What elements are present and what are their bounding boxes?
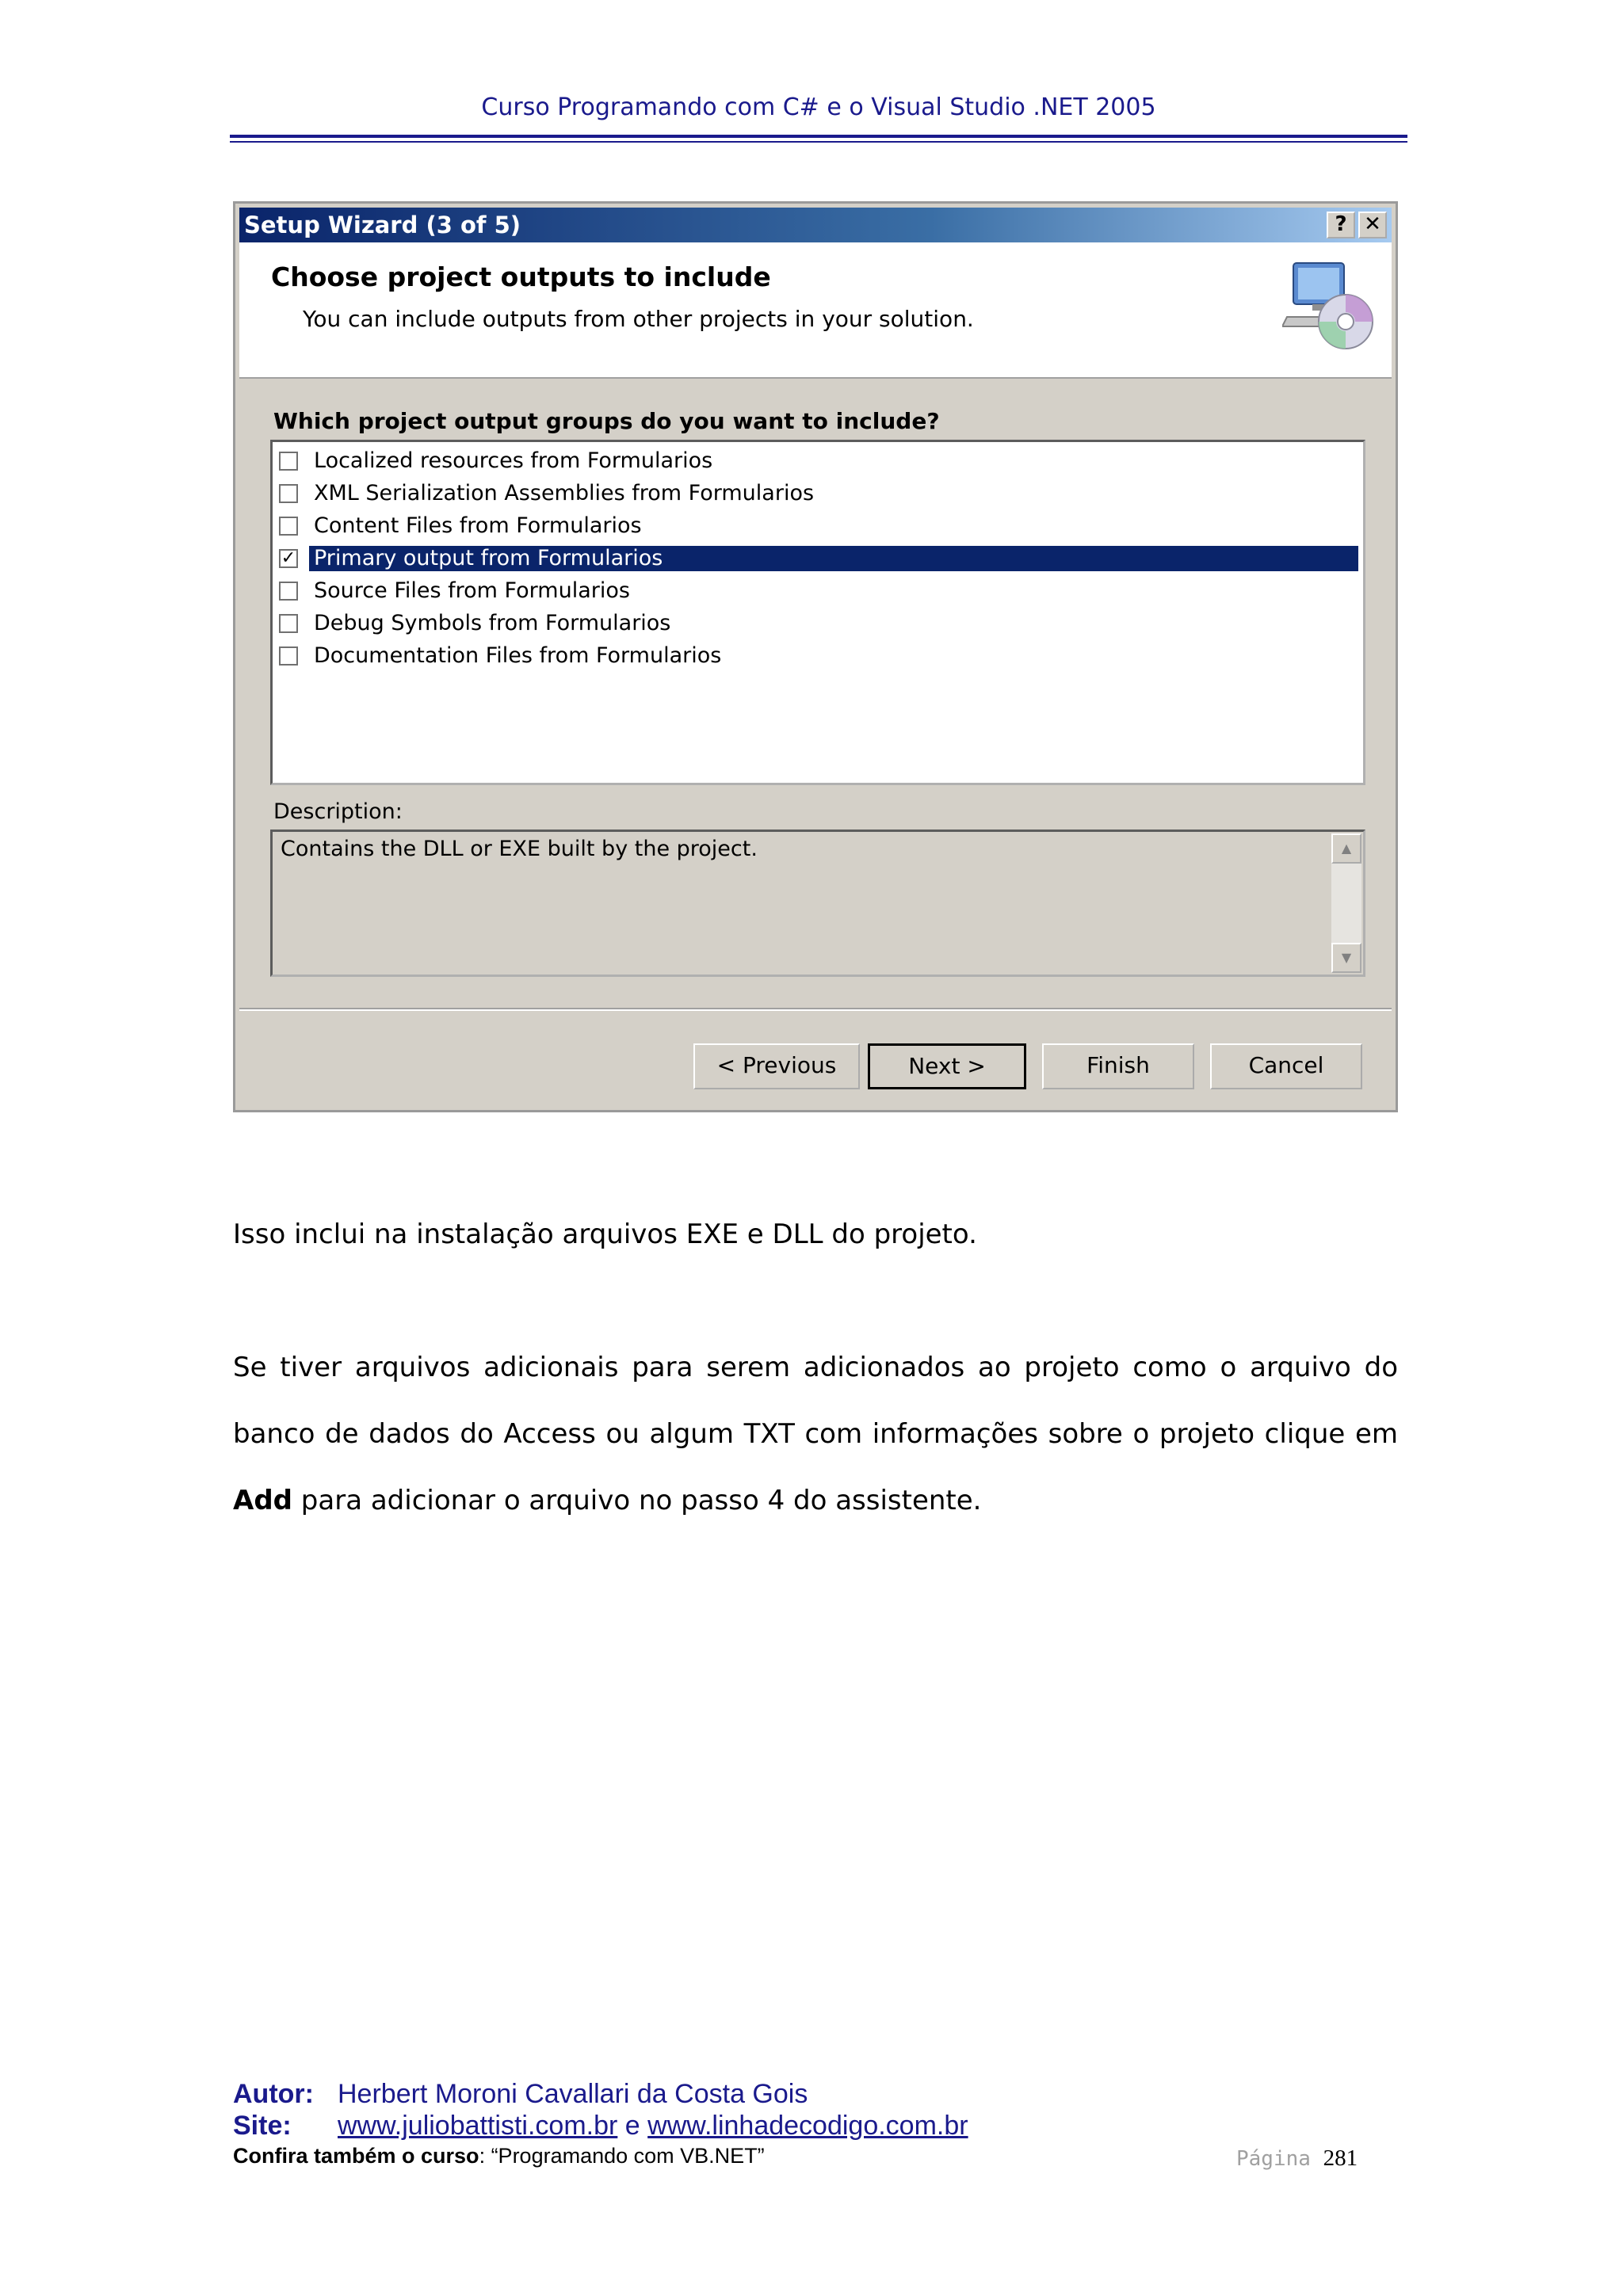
list-item[interactable] xyxy=(277,478,1358,509)
list-item-label: Documentation Files from Formularios xyxy=(314,643,722,668)
finish-button[interactable]: Finish xyxy=(1042,1043,1194,1089)
wizard-heading: Choose project outputs to include xyxy=(271,261,771,292)
list-item-selected[interactable] xyxy=(277,543,1358,574)
button-separator xyxy=(239,1008,1392,1011)
wizard-banner xyxy=(239,242,1392,379)
dialog-title: Setup Wizard (3 of 5) xyxy=(244,212,521,238)
list-item-label: Localized resources from Formularios xyxy=(314,448,713,473)
page-label: Página xyxy=(1236,2147,1311,2171)
checkbox[interactable] xyxy=(279,582,298,601)
next-button[interactable]: Next > xyxy=(868,1043,1026,1089)
list-item-label: Source Files from Formularios xyxy=(314,578,630,603)
list-item[interactable] xyxy=(277,445,1358,477)
page-header: Curso Programando com C# e o Visual Studio .NET 2005 xyxy=(481,93,1156,121)
page-number-value: 281 xyxy=(1323,2145,1358,2171)
list-item-label: Primary output from Formularios xyxy=(309,546,1358,571)
setup-wizard-dialog xyxy=(233,201,1398,1112)
help-button[interactable]: ? xyxy=(1327,212,1355,238)
checkbox[interactable] xyxy=(279,614,298,633)
description-label: Description: xyxy=(273,799,403,824)
confira-label: Confira também o curso xyxy=(233,2144,479,2168)
footer-confira xyxy=(233,2144,765,2168)
list-item[interactable] xyxy=(277,575,1358,607)
dialog-titlebar[interactable] xyxy=(239,208,1392,242)
footer-author xyxy=(233,2079,808,2110)
site-link-juliobattisti[interactable]: www.juliobattisti.com.br xyxy=(338,2111,618,2141)
wizard-subheading: You can include outputs from other projects in your solution. xyxy=(303,306,974,332)
checkbox[interactable] xyxy=(279,646,298,666)
list-item[interactable] xyxy=(277,510,1358,542)
list-item[interactable] xyxy=(277,608,1358,639)
checkbox[interactable] xyxy=(279,517,298,536)
scroll-down-arrow-icon[interactable]: ▼ xyxy=(1331,943,1361,973)
description-text: Contains the DLL or EXE built by the project. xyxy=(281,837,758,861)
previous-button[interactable]: < Previous xyxy=(693,1043,860,1089)
site-separator: e xyxy=(617,2111,648,2141)
list-item-label: XML Serialization Assemblies from Formularios xyxy=(314,481,815,505)
cancel-button[interactable]: Cancel xyxy=(1210,1043,1362,1089)
checkbox-checked[interactable]: ✓ xyxy=(279,549,298,568)
close-button[interactable]: ✕ xyxy=(1358,212,1387,238)
scroll-up-arrow-icon[interactable]: ▲ xyxy=(1331,833,1361,864)
computer-disc-icon xyxy=(1282,258,1377,353)
confira-value: : “Programando com VB.NET” xyxy=(479,2144,765,2168)
header-rule xyxy=(230,135,1407,138)
paragraph-2 xyxy=(233,1334,1398,1534)
paragraph-1: Isso inclui na instalação arquivos EXE e DLL do projeto. xyxy=(233,1219,977,1250)
list-item-label: Content Files from Formularios xyxy=(314,513,642,538)
add-keyword: Add xyxy=(233,1485,292,1516)
site-label: Site: xyxy=(233,2111,292,2141)
footer-site xyxy=(233,2111,968,2142)
page-number xyxy=(1236,2145,1358,2172)
checkbox[interactable] xyxy=(279,452,298,471)
site-link-linhadecodigo[interactable]: www.linhadecodigo.com.br xyxy=(647,2111,968,2141)
description-scrollbar[interactable] xyxy=(1331,833,1361,973)
paragraph-2-text-end: para adicionar o arquivo no passo 4 do assistente. xyxy=(292,1485,982,1516)
checkbox[interactable] xyxy=(279,484,298,503)
paragraph-2-text: Se tiver arquivos adicionais para serem adicionados ao projeto como o arquivo do banco de dados do Access ou algum TXT com informações sobre o projeto clique em xyxy=(233,1352,1398,1450)
output-groups-list[interactable] xyxy=(270,440,1365,785)
list-item[interactable] xyxy=(277,640,1358,672)
description-box[interactable] xyxy=(270,830,1365,977)
header-rule-thin xyxy=(230,141,1407,143)
output-groups-question: Which project output groups do you want to include? xyxy=(273,408,940,434)
list-item-label: Debug Symbols from Formularios xyxy=(314,611,671,635)
author-name: Herbert Moroni Cavallari da Costa Gois xyxy=(338,2079,808,2109)
author-label: Autor: xyxy=(233,2079,314,2109)
